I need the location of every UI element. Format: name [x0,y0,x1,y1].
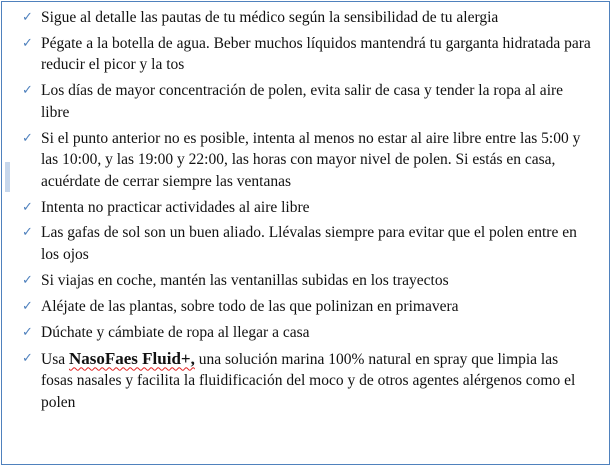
tips-list [2,7,607,417]
tip-text: Pégate a la botella de agua. Beber muchos líquidos mantendrá tu garganta hidratada para reducir el picor y la tos [41,34,591,74]
tip-prefix: Usa [41,350,69,368]
list-item [2,128,607,193]
list-item [2,270,607,292]
list-item [2,322,607,344]
check-icon: ✓ [22,199,33,215]
list-item [2,80,607,123]
tip-text: Sigue al detalle las pautas de tu médico según la sensibilidad de tu alergia [41,9,499,26]
check-icon: ✓ [22,350,33,366]
check-icon: ✓ [22,35,33,51]
check-icon: ✓ [22,298,33,314]
check-icon: ✓ [22,225,33,241]
list-item [2,222,607,265]
list-item [2,197,607,219]
check-icon: ✓ [22,83,33,99]
list-item [2,348,607,414]
tip-text: Los días de mayor concentración de polen, evita salir de casa y tender la ropa al aire libre [41,82,564,121]
check-icon: ✓ [22,10,33,25]
check-icon: ✓ [22,130,33,146]
check-icon: ✓ [22,272,33,288]
tip-text: Si viajas en coche, mantén las ventanillas subidas en los trayectos [41,271,449,289]
list-item [2,7,607,29]
tip-text: Aléjate de las plantas, sobre todo de las que polinizan en primavera [41,297,459,315]
tip-text: Intenta no practicar actividades al aire libre [41,198,310,216]
list-item [2,33,607,76]
tip-text: Dúchate y cámbiate de ropa al llegar a casa [41,323,310,341]
tip-text: Las gafas de sol son un buen aliado. Llévalas siempre para evitar que el polen entre en los ojos [41,224,577,263]
tips-box [1,1,610,465]
tip-text: Si el punto anterior no es posible, intenta al menos no estar al aire libre entre las 5:00 y las 10:00, y las 19:00 y 22:00, las horas con mayor nivel de polen. Si estás en casa, acuérdate de cerrar siempre las ventanas [41,129,581,190]
list-item [2,296,607,318]
check-icon: ✓ [22,324,33,340]
brand-name: NasoFaes Fluid+, [68,348,195,368]
tip-text: una solución marina 100% natural en spray que limpia las fosas nasales y facilita la fluidificación del moco y de otros agentes alérgenos como el polen [41,350,576,411]
